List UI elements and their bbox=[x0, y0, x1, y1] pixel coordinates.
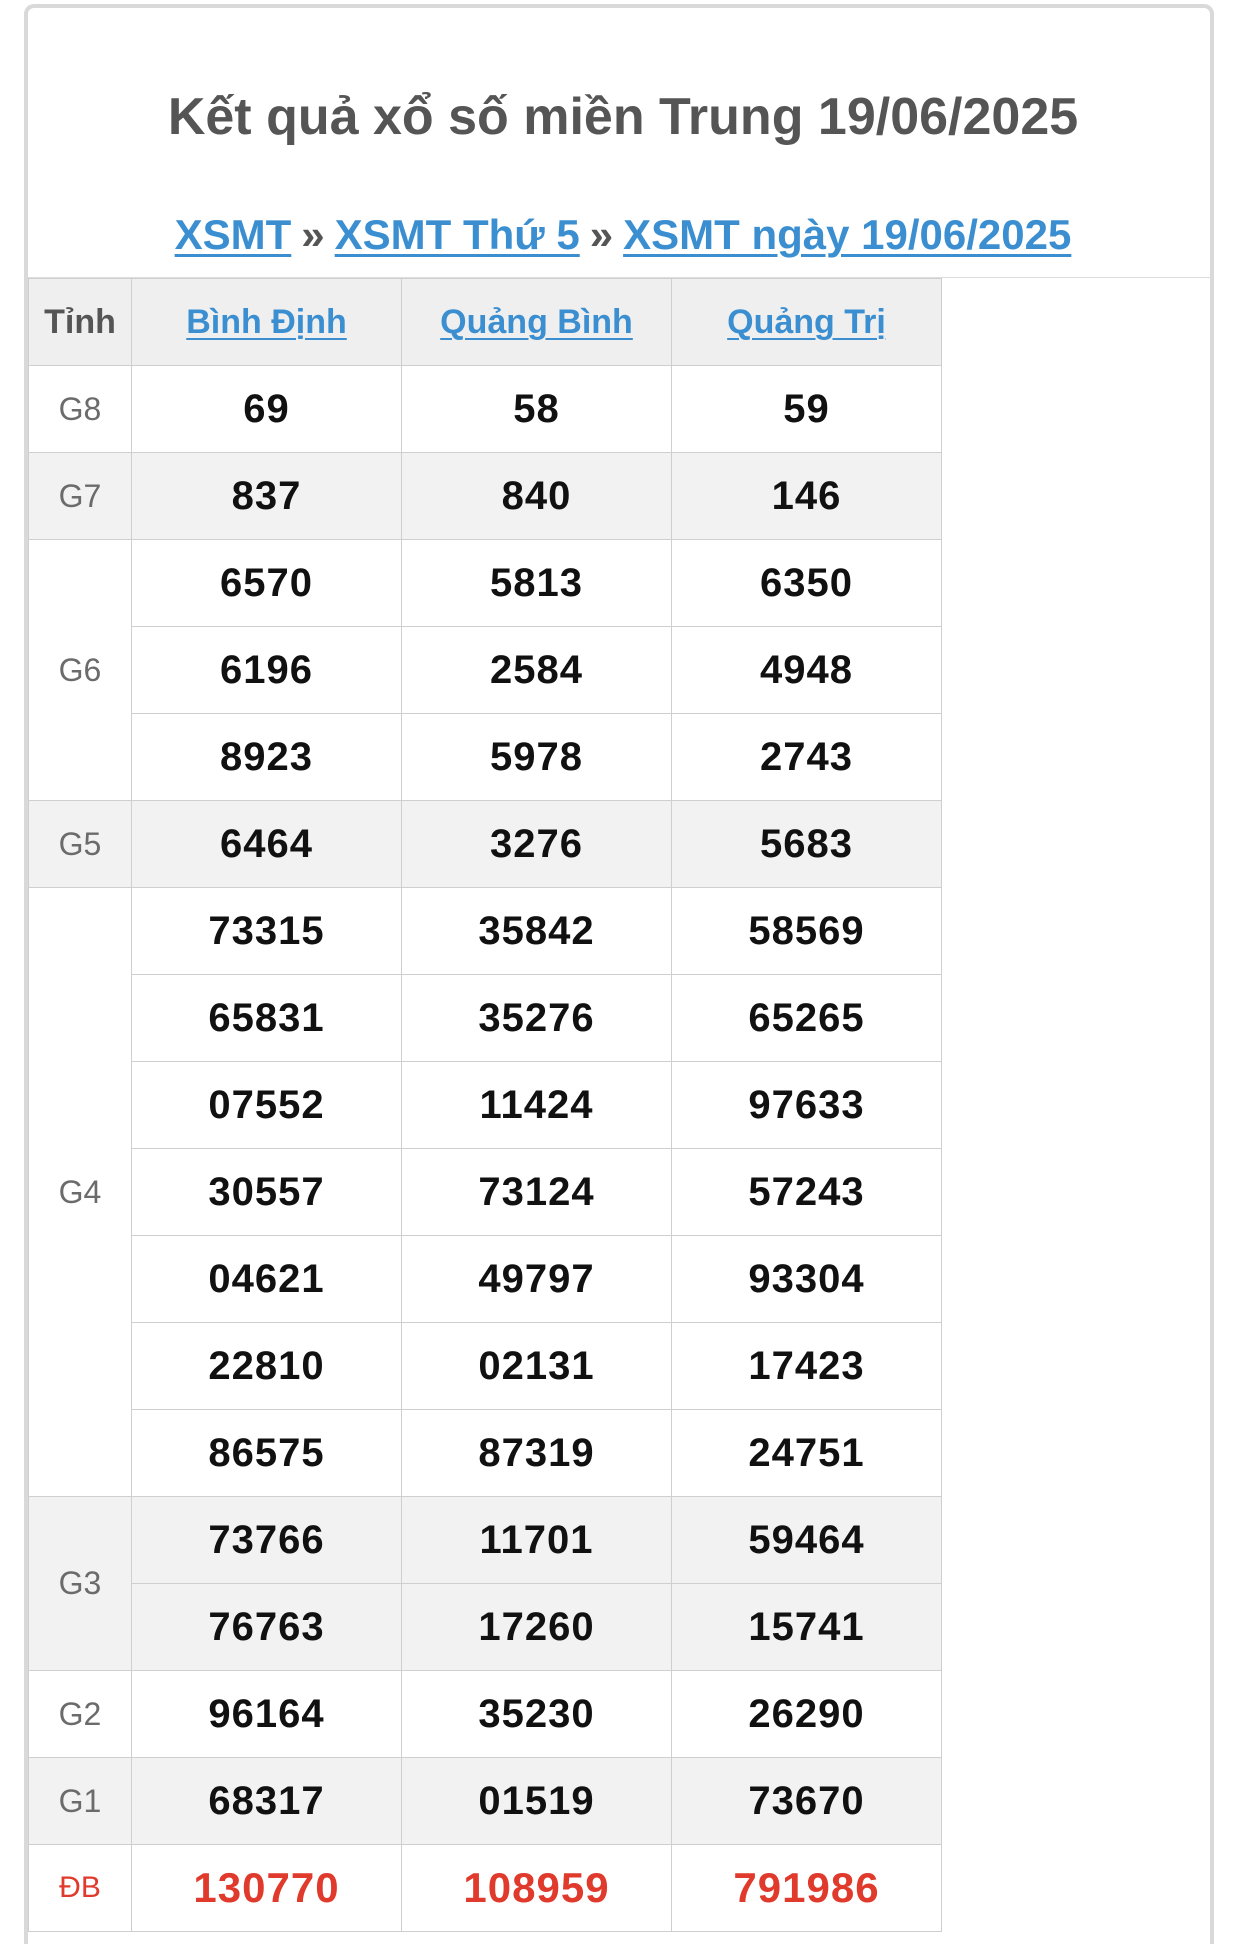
prize-number: 6464 bbox=[132, 801, 402, 888]
prize-number: 35230 bbox=[402, 1671, 672, 1758]
province-header-quang-tri bbox=[672, 279, 942, 366]
results-table bbox=[28, 278, 942, 1932]
prize-number: 07552 bbox=[132, 1062, 402, 1149]
page-title: Kết quả xổ số miền Trung 19/06/2025 bbox=[167, 88, 1079, 146]
prize-number: 24751 bbox=[672, 1410, 942, 1497]
special-prize-number: 108959 bbox=[402, 1845, 672, 1932]
breadcrumb-link-xsmt-date[interactable]: XSMT ngày 19/06/2025 bbox=[623, 211, 1072, 258]
prize-number: 15741 bbox=[672, 1584, 942, 1671]
prize-column-header: Tỉnh bbox=[29, 279, 132, 366]
prize-number: 6570 bbox=[132, 540, 402, 627]
prize-number: 26290 bbox=[672, 1671, 942, 1758]
breadcrumb-link-xsmt[interactable]: XSMT bbox=[174, 211, 292, 258]
prize-label: G8 bbox=[29, 366, 132, 453]
prize-number: 5813 bbox=[402, 540, 672, 627]
prize-number: 3276 bbox=[402, 801, 672, 888]
prize-label: G1 bbox=[29, 1758, 132, 1845]
prize-label: G7 bbox=[29, 453, 132, 540]
prize-number: 69 bbox=[132, 366, 402, 453]
breadcrumb bbox=[28, 208, 1218, 262]
prize-label: ĐB bbox=[29, 1845, 132, 1932]
prize-number: 01519 bbox=[402, 1758, 672, 1845]
prize-row-g4 bbox=[29, 1062, 942, 1149]
prize-row-g4 bbox=[29, 1236, 942, 1323]
prize-label: G6 bbox=[29, 540, 132, 801]
prize-row-g3 bbox=[29, 1497, 942, 1584]
prize-number: 5978 bbox=[402, 714, 672, 801]
prize-number: 76763 bbox=[132, 1584, 402, 1671]
prize-number: 146 bbox=[672, 453, 942, 540]
prize-label: G2 bbox=[29, 1671, 132, 1758]
prize-number: 96164 bbox=[132, 1671, 402, 1758]
prize-row-g3 bbox=[29, 1584, 942, 1671]
prize-number: 49797 bbox=[402, 1236, 672, 1323]
breadcrumb-separator: » bbox=[589, 211, 614, 258]
prize-number: 4948 bbox=[672, 627, 942, 714]
results-card bbox=[24, 4, 1214, 1944]
province-header-binh-dinh bbox=[132, 279, 402, 366]
prize-number: 840 bbox=[402, 453, 672, 540]
prize-number: 58569 bbox=[672, 888, 942, 975]
prize-row-g6 bbox=[29, 714, 942, 801]
prize-number: 17423 bbox=[672, 1323, 942, 1410]
special-prize-number: 791986 bbox=[672, 1845, 942, 1932]
prize-label: G4 bbox=[29, 888, 132, 1497]
province-header-quang-binh bbox=[402, 279, 672, 366]
prize-number: 2584 bbox=[402, 627, 672, 714]
table-header-row bbox=[29, 279, 942, 366]
prize-row-g4 bbox=[29, 1149, 942, 1236]
prize-number: 86575 bbox=[132, 1410, 402, 1497]
prize-row-g6 bbox=[29, 540, 942, 627]
breadcrumb-separator: » bbox=[301, 211, 325, 258]
prize-number: 59 bbox=[672, 366, 942, 453]
prize-number: 30557 bbox=[132, 1149, 402, 1236]
breadcrumb-link-xsmt-thu-5[interactable]: XSMT Thứ 5 bbox=[334, 211, 580, 258]
prize-row-g4 bbox=[29, 1323, 942, 1410]
prize-number: 02131 bbox=[402, 1323, 672, 1410]
prize-number: 73315 bbox=[132, 888, 402, 975]
prize-number: 57243 bbox=[672, 1149, 942, 1236]
prize-row-g4 bbox=[29, 888, 942, 975]
prize-number: 11424 bbox=[402, 1062, 672, 1149]
prize-number: 35276 bbox=[402, 975, 672, 1062]
prize-number: 73670 bbox=[672, 1758, 942, 1845]
prize-number: 17260 bbox=[402, 1584, 672, 1671]
prize-number: 59464 bbox=[672, 1497, 942, 1584]
prize-number: 837 bbox=[132, 453, 402, 540]
prize-number: 6196 bbox=[132, 627, 402, 714]
prize-number: 5683 bbox=[672, 801, 942, 888]
prize-number: 8923 bbox=[132, 714, 402, 801]
prize-number: 04621 bbox=[132, 1236, 402, 1323]
prize-number: 73124 bbox=[402, 1149, 672, 1236]
prize-row-g7 bbox=[29, 453, 942, 540]
province-link-quang-tri[interactable]: Quảng Trị bbox=[727, 302, 886, 341]
prize-number: 22810 bbox=[132, 1323, 402, 1410]
prize-number: 2743 bbox=[672, 714, 942, 801]
results-body bbox=[29, 366, 942, 1932]
prize-number: 11701 bbox=[402, 1497, 672, 1584]
prize-row-g2 bbox=[29, 1671, 942, 1758]
province-link-quang-binh[interactable]: Quảng Bình bbox=[440, 302, 633, 341]
prize-row-g8 bbox=[29, 366, 942, 453]
prize-label: G3 bbox=[29, 1497, 132, 1671]
province-link-binh-dinh[interactable]: Bình Định bbox=[186, 302, 347, 341]
prize-number: 65831 bbox=[132, 975, 402, 1062]
prize-number: 6350 bbox=[672, 540, 942, 627]
prize-number: 68317 bbox=[132, 1758, 402, 1845]
prize-number: 73766 bbox=[132, 1497, 402, 1584]
prize-row-g4 bbox=[29, 1410, 942, 1497]
prize-number: 65265 bbox=[672, 975, 942, 1062]
prize-row-g1 bbox=[29, 1758, 942, 1845]
prize-label: G5 bbox=[29, 801, 132, 888]
prize-row-g6 bbox=[29, 627, 942, 714]
prize-row-đb bbox=[29, 1845, 942, 1932]
prize-number: 58 bbox=[402, 366, 672, 453]
prize-number: 87319 bbox=[402, 1410, 672, 1497]
special-prize-number: 130770 bbox=[132, 1845, 402, 1932]
prize-row-g4 bbox=[29, 975, 942, 1062]
prize-number: 97633 bbox=[672, 1062, 942, 1149]
prize-number: 35842 bbox=[402, 888, 672, 975]
prize-row-g5 bbox=[29, 801, 942, 888]
prize-number: 93304 bbox=[672, 1236, 942, 1323]
